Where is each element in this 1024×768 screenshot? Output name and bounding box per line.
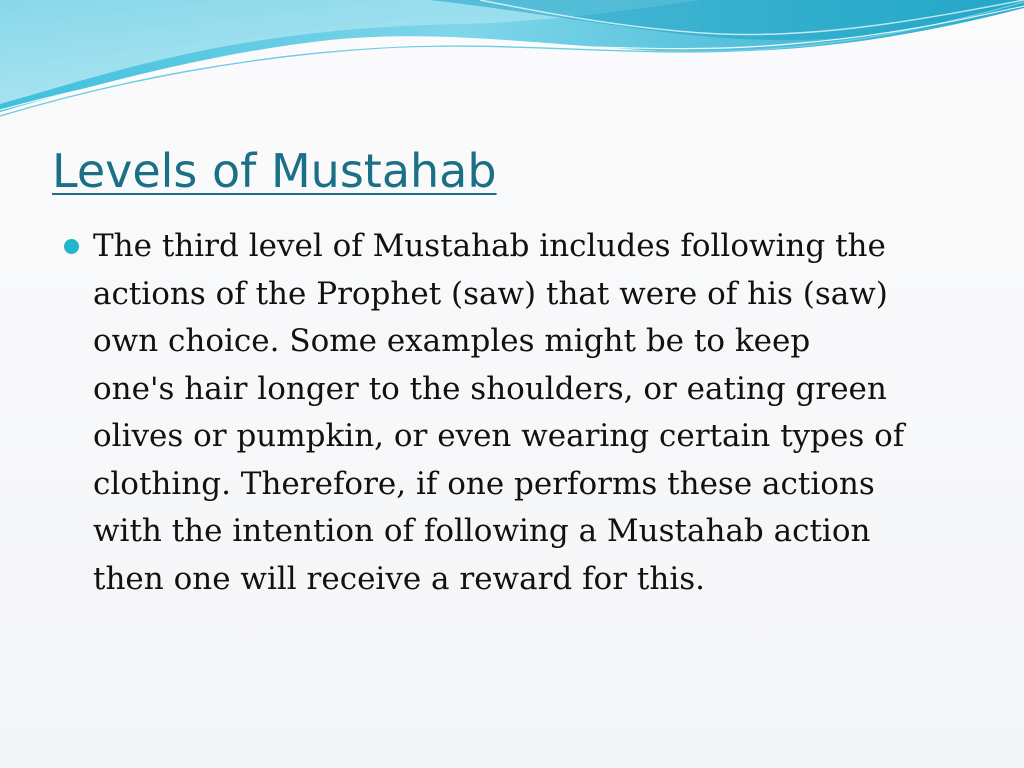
- bullet-text: The third level of Mustahab includes following the actions of the Prophet (saw) that were of his (saw) own choice. Some examples might be to keep one's hair longer to the shoulders, or eating green olives or pumpkin, or even wearing certain types of clothing. Therefore, if one performs these actions with the intention of following a Mustahab action then one will receive a reward for this.: [93, 228, 905, 597]
- bullet-dot-icon: [64, 239, 79, 254]
- list-item: [60, 223, 960, 603]
- decorative-wave-header: [0, 0, 1024, 130]
- bullet-list: [60, 223, 960, 603]
- slide-title: Levels of Mustahab: [52, 144, 497, 198]
